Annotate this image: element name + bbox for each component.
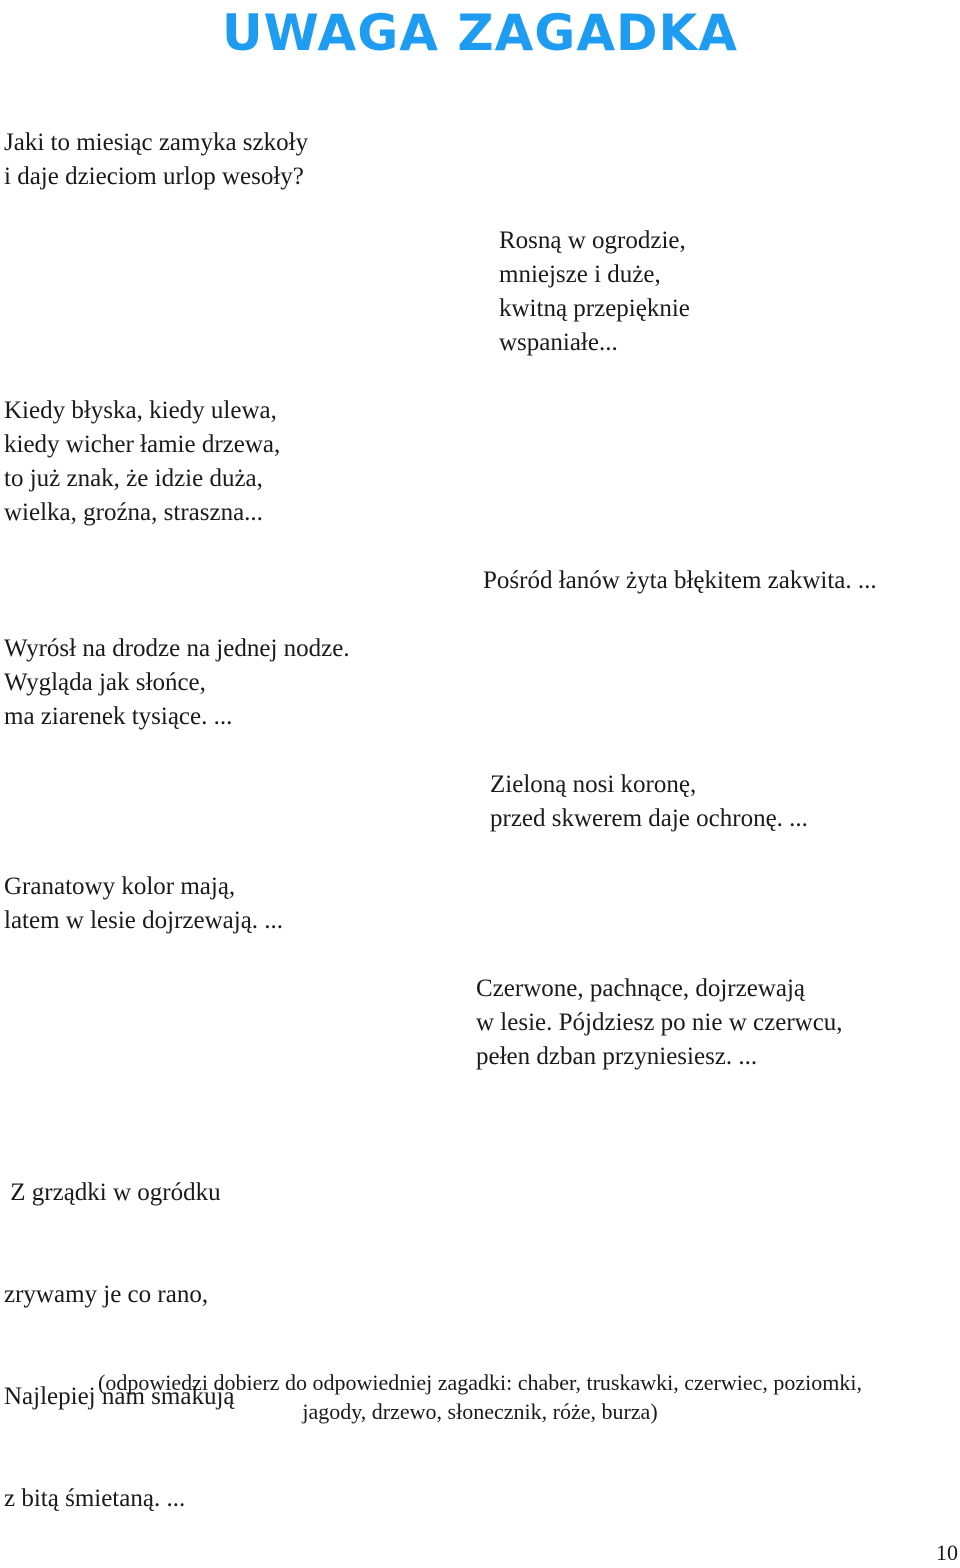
riddle-line: kiedy wicher łamie drzewa, [4, 431, 281, 458]
riddle-line: przed skwerem daje ochronę. ... [490, 805, 808, 832]
riddle-sunflower [4, 632, 350, 734]
riddle-line: kwitną przepięknie [499, 295, 690, 322]
riddle-line: Z grządki w ogródku [4, 1179, 221, 1206]
riddle-month [4, 126, 308, 194]
answers-note-line: (odpowiedzi dobierz do odpowiedniej zagadki: chaber, truskawki, czerwiec, poziomki, [98, 1370, 862, 1395]
riddle-roses [499, 224, 690, 360]
riddle-line: Czerwone, pachnące, dojrzewają [476, 975, 805, 1002]
riddle-line: latem w lesie dojrzewają. ... [4, 907, 284, 934]
riddle-line: Jaki to miesiąc zamyka szkoły [4, 129, 309, 156]
riddle-line: Zieloną nosi koronę, [490, 771, 697, 798]
riddle-line: z bitą śmietaną. ... [4, 1485, 186, 1512]
riddle-storm [4, 394, 280, 530]
riddle-line: wspaniałe... [499, 329, 618, 356]
riddle-line: ma ziarenek tysiące. ... [4, 703, 233, 730]
riddle-blueberries [4, 870, 283, 938]
riddle-line: pełen dzban przyniesiesz. ... [476, 1043, 758, 1070]
answers-note [0, 1368, 960, 1426]
page-number: 10 [936, 1540, 958, 1565]
riddle-line: Wygląda jak słońce, [4, 669, 206, 696]
riddle-cornflower [483, 564, 877, 598]
riddle-line: zrywamy je co rano, [4, 1281, 209, 1308]
riddle-line: i daje dzieciom urlop wesoły? [4, 163, 304, 190]
page-title: UWAGA ZAGADKA [222, 4, 738, 62]
riddle-tree [490, 768, 808, 836]
riddle-line: to już znak, że idzie duża, [4, 465, 263, 492]
riddle-line: mniejsze i duże, [499, 261, 661, 288]
riddle-line: Wyrósł na drodze na jednej nodze. [4, 635, 350, 662]
riddle-wild-strawberries [476, 972, 843, 1074]
riddle-line: Granatowy kolor mają, [4, 873, 236, 900]
riddle-strawberries [4, 1108, 234, 1550]
riddle-line: Kiedy błyska, kiedy ulewa, [4, 397, 277, 424]
riddle-line: w lesie. Pójdziesz po nie w czerwcu, [476, 1009, 843, 1036]
riddle-line: Najlepiej nam smakują [4, 1383, 235, 1410]
riddle-line: Pośród łanów żyta błękitem zakwita. ... [483, 567, 877, 594]
riddle-line: wielka, groźna, straszna... [4, 499, 263, 526]
riddle-line: Rosną w ogrodzie, [499, 227, 686, 254]
answers-note-line: jagody, drzewo, słonecznik, róże, burza) [302, 1399, 658, 1424]
